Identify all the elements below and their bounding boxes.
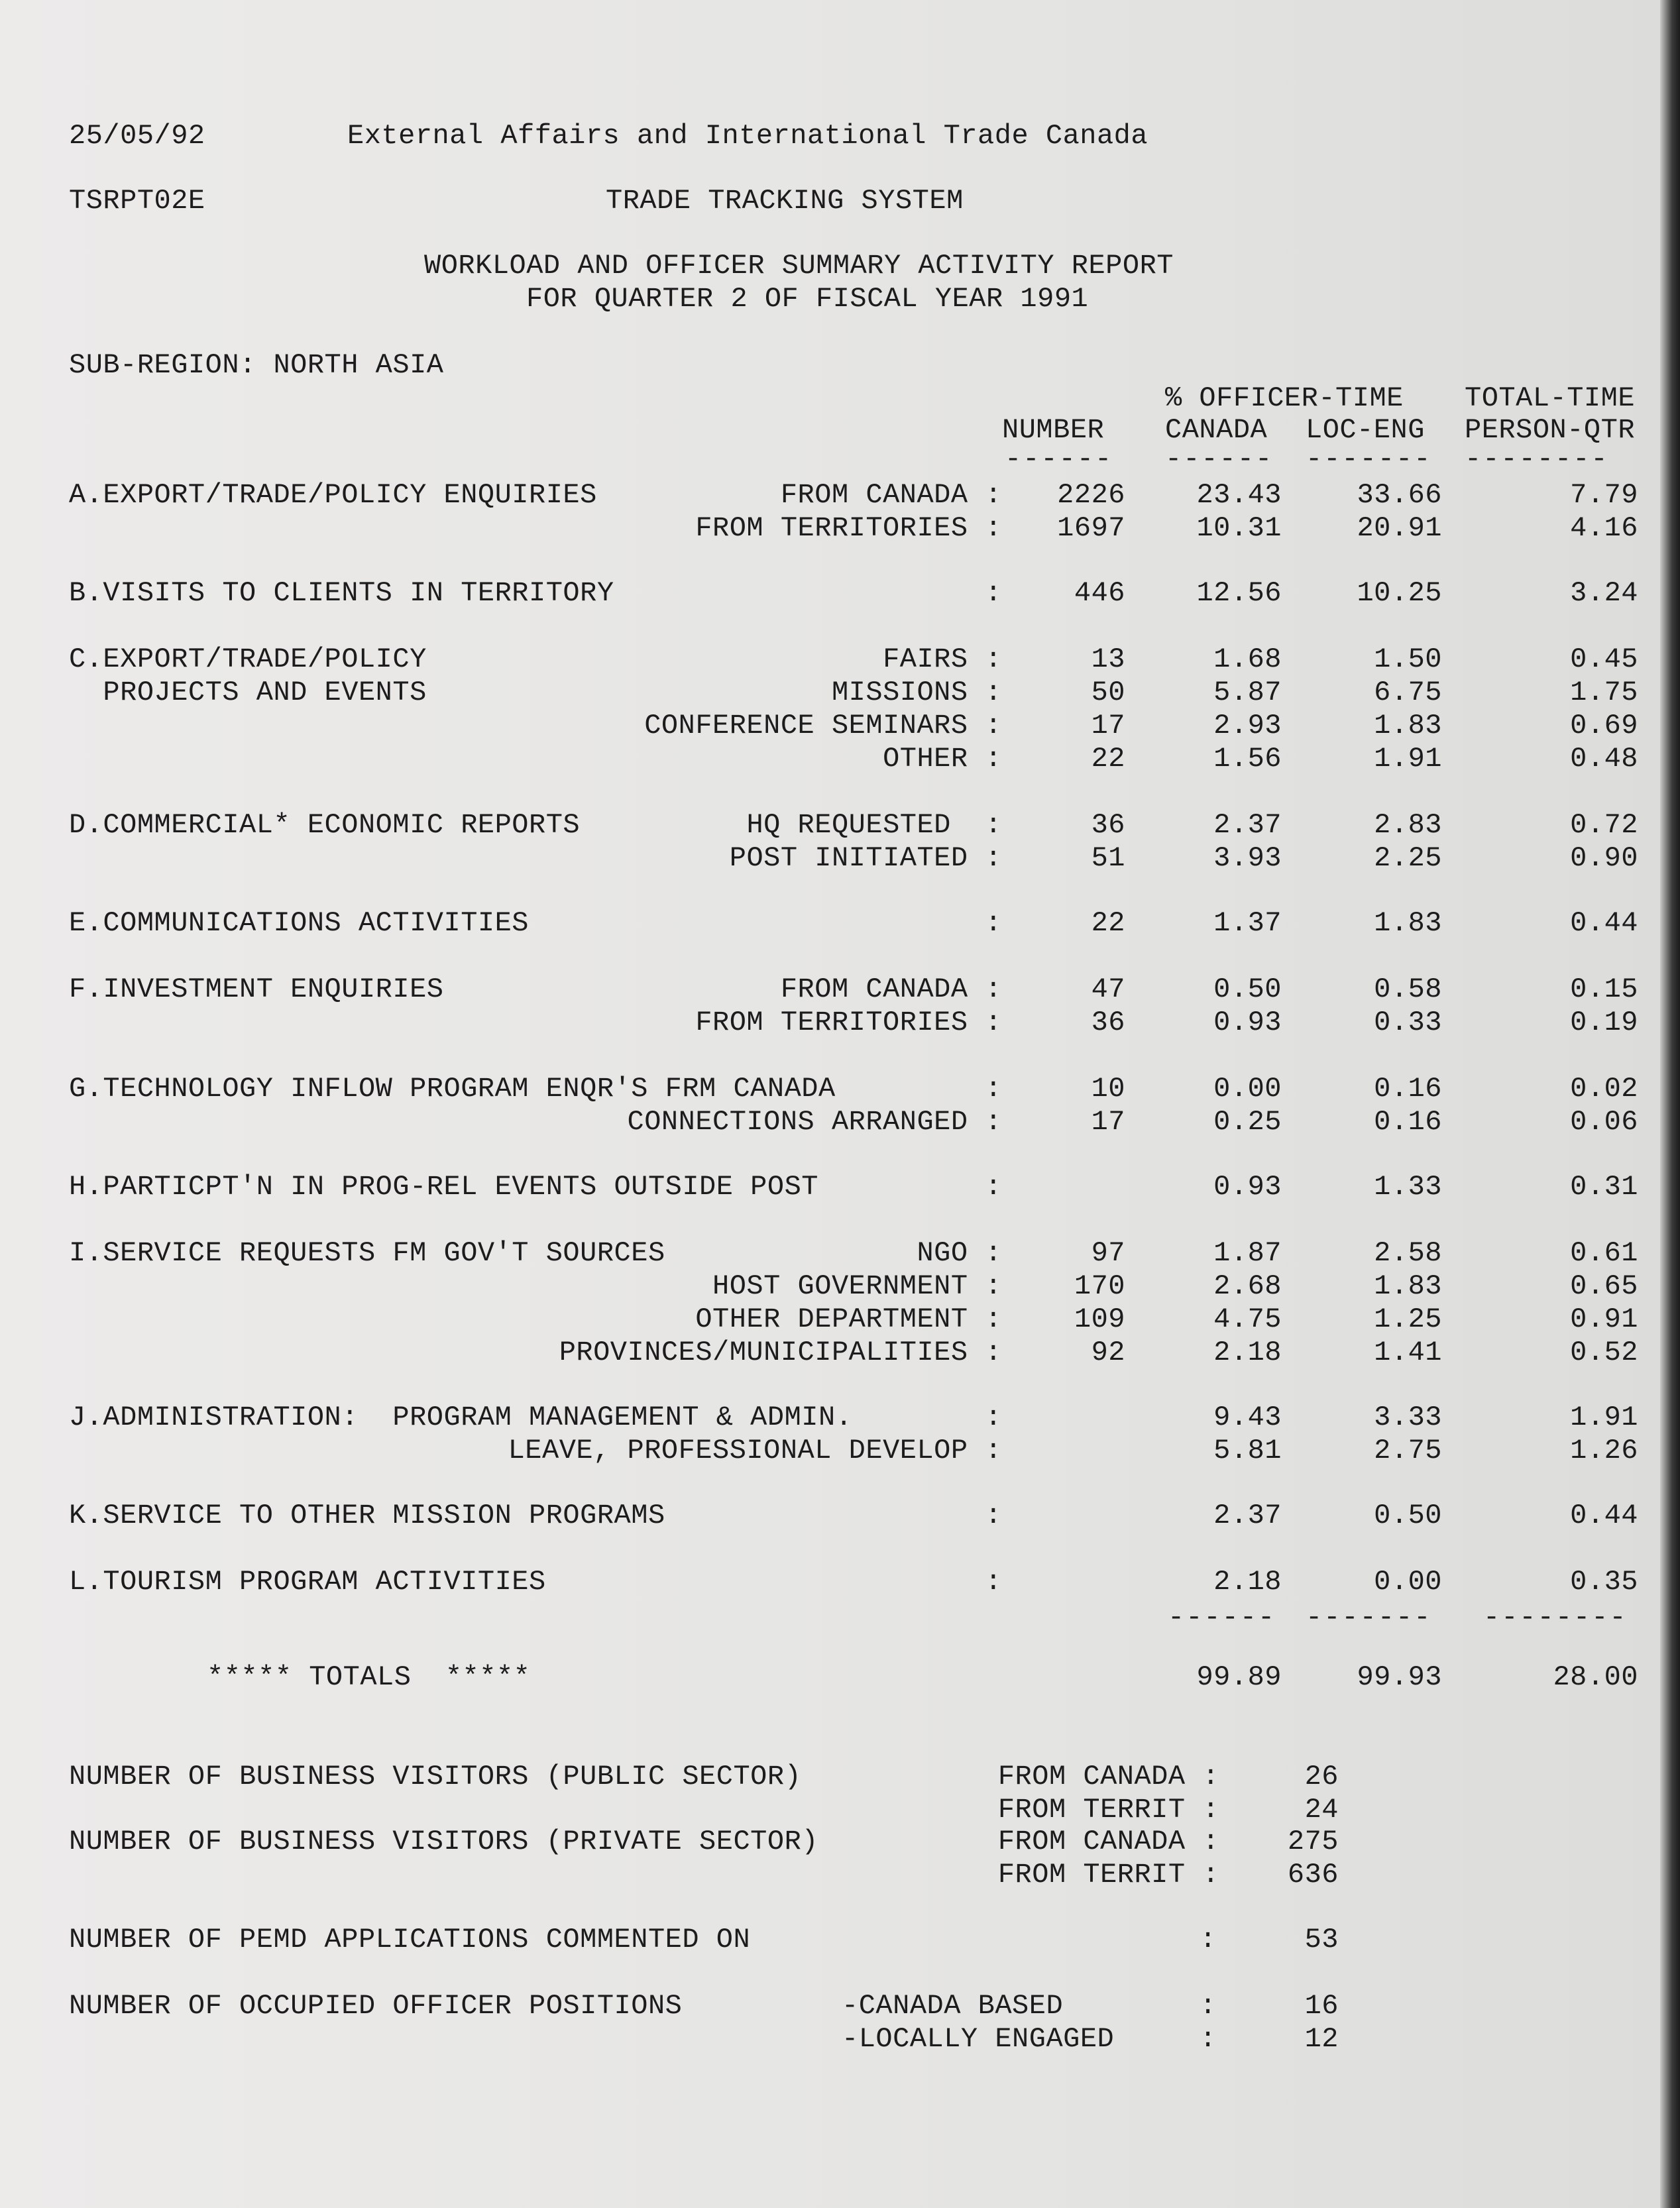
row-canada-pct: 2.37 bbox=[1213, 1500, 1282, 1531]
row-loc-eng-pct: 0.16 bbox=[1374, 1073, 1442, 1105]
row-number: 51 bbox=[1091, 842, 1125, 874]
row-number: 36 bbox=[1091, 1007, 1125, 1038]
visitors-value: 24 bbox=[1304, 1794, 1339, 1826]
row-loc-eng-pct: 1.33 bbox=[1374, 1171, 1442, 1203]
row-sublabel: CONFERENCE SEMINARS : bbox=[644, 710, 1002, 742]
row-loc-eng-pct: 1.91 bbox=[1374, 743, 1442, 775]
row-canada-pct: 0.93 bbox=[1213, 1171, 1282, 1203]
positions-separator: : bbox=[1200, 2023, 1217, 2055]
row-loc-eng-pct: 1.41 bbox=[1374, 1337, 1442, 1368]
row-canada-pct: 0.00 bbox=[1213, 1073, 1282, 1105]
row-sublabel: : bbox=[985, 1171, 1002, 1203]
system-name: TRADE TRACKING SYSTEM bbox=[606, 185, 964, 217]
row-label: I.SERVICE REQUESTS FM GOV'T SOURCES bbox=[69, 1237, 665, 1269]
row-person-qtr: 1.26 bbox=[1570, 1435, 1638, 1466]
row-canada-pct: 9.43 bbox=[1213, 1402, 1282, 1433]
row-sublabel: OTHER DEPARTMENT : bbox=[695, 1303, 1002, 1335]
row-label: F.INVESTMENT ENQUIRIES bbox=[69, 973, 444, 1005]
visitors-value: 275 bbox=[1287, 1826, 1339, 1857]
row-sublabel: FROM CANADA : bbox=[780, 479, 1002, 511]
row-loc-eng-pct: 10.25 bbox=[1357, 577, 1442, 609]
row-sublabel: FAIRS : bbox=[883, 643, 1002, 675]
row-number: 446 bbox=[1074, 577, 1125, 609]
totals-rule-canada: ------ bbox=[1168, 1602, 1276, 1633]
row-person-qtr: 0.61 bbox=[1570, 1237, 1638, 1269]
row-label: H.PARTICPT'N IN PROG-REL EVENTS OUTSIDE POST bbox=[69, 1171, 818, 1203]
row-person-qtr: 0.69 bbox=[1570, 710, 1638, 742]
totals-rule-person-qtr: -------- bbox=[1483, 1602, 1628, 1633]
row-canada-pct: 10.31 bbox=[1196, 512, 1282, 544]
column-rule-canada: ------ bbox=[1165, 443, 1274, 475]
row-sublabel: : bbox=[985, 907, 1002, 939]
row-canada-pct: 0.50 bbox=[1213, 973, 1282, 1005]
page-edge-shadow bbox=[1660, 0, 1680, 2208]
row-loc-eng-pct: 0.50 bbox=[1374, 1500, 1442, 1531]
row-sublabel: CONNECTIONS ARRANGED : bbox=[627, 1106, 1002, 1138]
column-header-canada: CANADA bbox=[1165, 414, 1268, 446]
column-rule-person-qtr: -------- bbox=[1465, 443, 1609, 475]
visitors-from: FROM CANADA : bbox=[997, 1761, 1219, 1793]
row-person-qtr: 0.02 bbox=[1570, 1073, 1638, 1105]
row-loc-eng-pct: 20.91 bbox=[1357, 512, 1442, 544]
row-canada-pct: 2.18 bbox=[1213, 1337, 1282, 1368]
row-loc-eng-pct: 2.25 bbox=[1374, 842, 1442, 874]
visitors-value: 26 bbox=[1304, 1761, 1339, 1793]
positions-separator: : bbox=[1200, 1990, 1217, 2022]
row-number: 17 bbox=[1091, 1106, 1125, 1138]
row-person-qtr: 4.16 bbox=[1570, 512, 1638, 544]
row-canada-pct: 0.25 bbox=[1213, 1106, 1282, 1138]
row-canada-pct: 5.81 bbox=[1213, 1435, 1282, 1466]
visitors-from: FROM CANADA : bbox=[997, 1826, 1219, 1857]
row-label: L.TOURISM PROGRAM ACTIVITIES bbox=[69, 1566, 546, 1598]
row-label: PROJECTS AND EVENTS bbox=[69, 677, 427, 708]
row-person-qtr: 0.15 bbox=[1570, 973, 1638, 1005]
row-canada-pct: 1.37 bbox=[1213, 907, 1282, 939]
row-sublabel: : bbox=[985, 577, 1002, 609]
positions-value: 16 bbox=[1304, 1990, 1339, 2022]
row-number: 2226 bbox=[1057, 479, 1125, 511]
row-label: E.COMMUNICATIONS ACTIVITIES bbox=[69, 907, 530, 939]
organization-name: External Affairs and International Trade Canada bbox=[347, 120, 1148, 152]
row-sublabel: HOST GOVERNMENT : bbox=[712, 1270, 1002, 1302]
row-person-qtr: 0.19 bbox=[1570, 1007, 1638, 1038]
row-label: G.TECHNOLOGY INFLOW PROGRAM ENQR'S FRM CANADA bbox=[69, 1073, 836, 1105]
row-sublabel: FROM CANADA : bbox=[780, 973, 1002, 1005]
positions-value: 12 bbox=[1304, 2023, 1339, 2055]
row-canada-pct: 2.18 bbox=[1213, 1566, 1282, 1598]
row-sublabel: LEAVE, PROFESSIONAL DEVELOP : bbox=[508, 1435, 1002, 1466]
row-loc-eng-pct: 0.00 bbox=[1374, 1566, 1442, 1598]
visitors-from: FROM TERRIT : bbox=[997, 1859, 1219, 1891]
row-person-qtr: 0.06 bbox=[1570, 1106, 1638, 1138]
row-label: D.COMMERCIAL* ECONOMIC REPORTS bbox=[69, 809, 581, 841]
row-person-qtr: 3.24 bbox=[1570, 577, 1638, 609]
report-id: TSRPT02E bbox=[69, 185, 205, 217]
row-person-qtr: 0.44 bbox=[1570, 1500, 1638, 1531]
visitors-label: NUMBER OF BUSINESS VISITORS (PRIVATE SECTOR) bbox=[69, 1826, 818, 1857]
row-loc-eng-pct: 0.33 bbox=[1374, 1007, 1442, 1038]
row-canada-pct: 3.93 bbox=[1213, 842, 1282, 874]
row-number: 109 bbox=[1074, 1303, 1125, 1335]
row-number: 1697 bbox=[1057, 512, 1125, 544]
column-header-total-time: TOTAL-TIME bbox=[1465, 382, 1636, 414]
row-number: 17 bbox=[1091, 710, 1125, 742]
totals-label: ***** TOTALS ***** bbox=[207, 1661, 531, 1693]
row-number: 36 bbox=[1091, 809, 1125, 841]
report-title: WORKLOAD AND OFFICER SUMMARY ACTIVITY REPORT bbox=[424, 250, 1174, 282]
row-person-qtr: 0.52 bbox=[1570, 1337, 1638, 1368]
row-person-qtr: 0.45 bbox=[1570, 643, 1638, 675]
column-rule-loc-eng: ------- bbox=[1306, 443, 1432, 475]
row-person-qtr: 7.79 bbox=[1570, 479, 1638, 511]
row-canada-pct: 2.93 bbox=[1213, 710, 1282, 742]
row-person-qtr: 1.75 bbox=[1570, 677, 1638, 708]
row-sublabel: MISSIONS : bbox=[831, 677, 1002, 708]
visitors-label: NUMBER OF BUSINESS VISITORS (PUBLIC SECTOR) bbox=[69, 1761, 802, 1793]
positions-type: -CANADA BASED bbox=[842, 1990, 1064, 2022]
row-person-qtr: 0.48 bbox=[1570, 743, 1638, 775]
row-sublabel: HQ REQUESTED : bbox=[746, 809, 1002, 841]
row-loc-eng-pct: 1.83 bbox=[1374, 710, 1442, 742]
totals-rule-loc-eng: ------- bbox=[1306, 1602, 1432, 1633]
row-loc-eng-pct: 0.58 bbox=[1374, 973, 1442, 1005]
row-label: B.VISITS TO CLIENTS IN TERRITORY bbox=[69, 577, 614, 609]
row-person-qtr: 0.65 bbox=[1570, 1270, 1638, 1302]
row-canada-pct: 2.37 bbox=[1213, 809, 1282, 841]
row-number: 13 bbox=[1091, 643, 1125, 675]
row-label: C.EXPORT/TRADE/POLICY bbox=[69, 643, 427, 675]
row-number: 22 bbox=[1091, 743, 1125, 775]
totals-loc-eng: 99.93 bbox=[1357, 1661, 1442, 1693]
row-number: 92 bbox=[1091, 1337, 1125, 1368]
row-number: 10 bbox=[1091, 1073, 1125, 1105]
row-sublabel: : bbox=[985, 1500, 1002, 1531]
row-canada-pct: 1.87 bbox=[1213, 1237, 1282, 1269]
row-person-qtr: 0.31 bbox=[1570, 1171, 1638, 1203]
row-loc-eng-pct: 0.16 bbox=[1374, 1106, 1442, 1138]
totals-person-qtr: 28.00 bbox=[1553, 1661, 1638, 1693]
row-label: J.ADMINISTRATION: PROGRAM MANAGEMENT & ADMIN. bbox=[69, 1402, 853, 1433]
row-loc-eng-pct: 1.83 bbox=[1374, 1270, 1442, 1302]
positions-type: -LOCALLY ENGAGED bbox=[842, 2023, 1115, 2055]
column-header-loc-eng: LOC-ENG bbox=[1306, 414, 1425, 446]
row-canada-pct: 12.56 bbox=[1196, 577, 1282, 609]
row-loc-eng-pct: 3.33 bbox=[1374, 1402, 1442, 1433]
visitors-value: 636 bbox=[1287, 1859, 1339, 1891]
row-canada-pct: 2.68 bbox=[1213, 1270, 1282, 1302]
row-sublabel: PROVINCES/MUNICIPALITIES : bbox=[559, 1337, 1002, 1368]
pemd-separator: : bbox=[1200, 1924, 1217, 1956]
row-canada-pct: 1.68 bbox=[1213, 643, 1282, 675]
row-loc-eng-pct: 2.58 bbox=[1374, 1237, 1442, 1269]
row-sublabel: FROM TERRITORIES : bbox=[695, 512, 1002, 544]
row-label: K.SERVICE TO OTHER MISSION PROGRAMS bbox=[69, 1500, 665, 1531]
row-loc-eng-pct: 2.75 bbox=[1374, 1435, 1442, 1466]
row-number: 97 bbox=[1091, 1237, 1125, 1269]
row-number: 47 bbox=[1091, 973, 1125, 1005]
row-sublabel: : bbox=[985, 1566, 1002, 1598]
row-person-qtr: 0.91 bbox=[1570, 1303, 1638, 1335]
totals-canada: 99.89 bbox=[1196, 1661, 1282, 1693]
row-sublabel: NGO : bbox=[917, 1237, 1002, 1269]
row-canada-pct: 4.75 bbox=[1213, 1303, 1282, 1335]
row-canada-pct: 1.56 bbox=[1213, 743, 1282, 775]
visitors-from: FROM TERRIT : bbox=[997, 1794, 1219, 1826]
report-subtitle: FOR QUARTER 2 OF FISCAL YEAR 1991 bbox=[526, 283, 1089, 315]
report-date: 25/05/92 bbox=[69, 120, 205, 152]
row-person-qtr: 0.90 bbox=[1570, 842, 1638, 874]
row-canada-pct: 0.93 bbox=[1213, 1007, 1282, 1038]
column-header-number: NUMBER bbox=[1002, 414, 1105, 446]
row-person-qtr: 0.35 bbox=[1570, 1566, 1638, 1598]
row-loc-eng-pct: 1.50 bbox=[1374, 643, 1442, 675]
row-number: 22 bbox=[1091, 907, 1125, 939]
row-loc-eng-pct: 33.66 bbox=[1357, 479, 1442, 511]
pemd-value: 53 bbox=[1304, 1924, 1339, 1956]
row-loc-eng-pct: 1.83 bbox=[1374, 907, 1442, 939]
pemd-label: NUMBER OF PEMD APPLICATIONS COMMENTED ON bbox=[69, 1924, 751, 1956]
row-sublabel: POST INITIATED : bbox=[729, 842, 1002, 874]
row-number: 170 bbox=[1074, 1270, 1125, 1302]
row-loc-eng-pct: 2.83 bbox=[1374, 809, 1442, 841]
row-canada-pct: 23.43 bbox=[1196, 479, 1282, 511]
row-sublabel: : bbox=[985, 1073, 1002, 1105]
subregion: SUB-REGION: NORTH ASIA bbox=[69, 349, 444, 381]
column-header-pct-officer-time: % OFFICER-TIME bbox=[1165, 382, 1404, 414]
row-loc-eng-pct: 6.75 bbox=[1374, 677, 1442, 708]
row-person-qtr: 0.72 bbox=[1570, 809, 1638, 841]
column-rule-number: ------ bbox=[1005, 443, 1113, 475]
row-number: 50 bbox=[1091, 677, 1125, 708]
row-sublabel: OTHER : bbox=[883, 743, 1002, 775]
column-header-person-qtr: PERSON-QTR bbox=[1465, 414, 1636, 446]
row-person-qtr: 0.44 bbox=[1570, 907, 1638, 939]
positions-label: NUMBER OF OCCUPIED OFFICER POSITIONS bbox=[69, 1990, 683, 2022]
row-loc-eng-pct: 1.25 bbox=[1374, 1303, 1442, 1335]
row-label: A.EXPORT/TRADE/POLICY ENQUIRIES bbox=[69, 479, 597, 511]
row-canada-pct: 5.87 bbox=[1213, 677, 1282, 708]
row-sublabel: FROM TERRITORIES : bbox=[695, 1007, 1002, 1038]
row-sublabel: : bbox=[985, 1402, 1002, 1433]
row-person-qtr: 1.91 bbox=[1570, 1402, 1638, 1433]
